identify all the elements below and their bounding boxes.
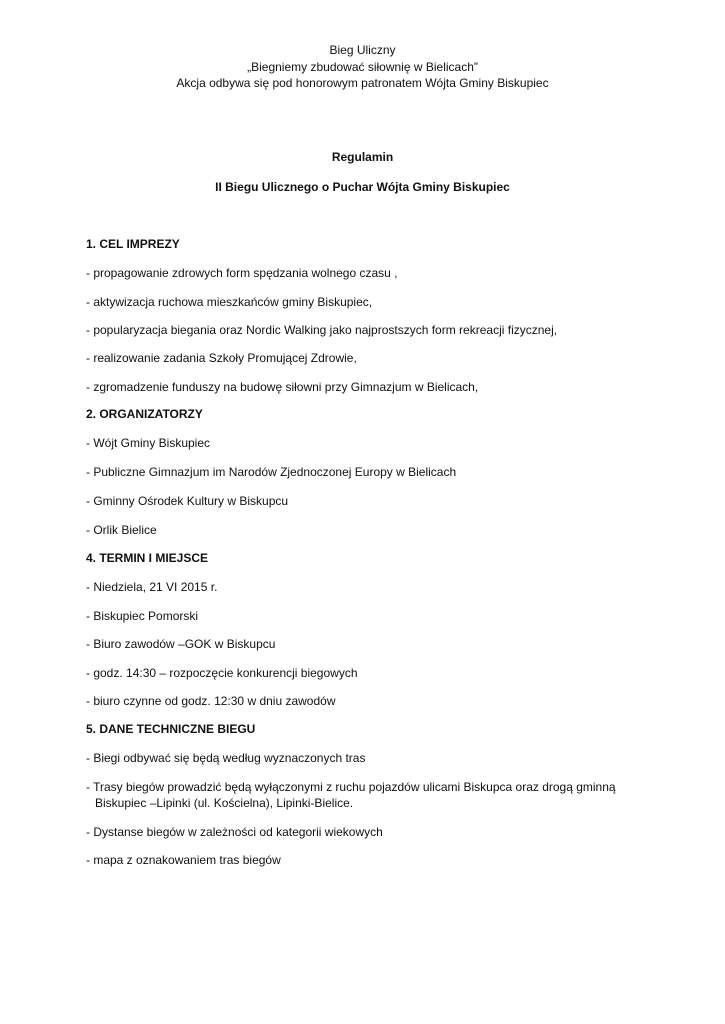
section-heading-dane: 5. DANE TECHNICZNE BIEGU [86,722,256,736]
list-item: - Wójt Gminy Biskupiec [86,436,211,450]
document-title: Regulamin [331,150,394,164]
list-item: - Biegi odbywać się będą według wyznaczonych tras [86,751,366,765]
list-item: - Gminny Ośrodek Kultury w Biskupcu [86,494,289,508]
list-item: - aktywizacja ruchowa mieszkańców gminy Biskupiec, [86,295,373,309]
list-item: - propagowanie zdrowych form spędzania wolnego czasu , [86,266,398,280]
list-item: - Biskupiec Pomorski [86,609,199,623]
list-item: - Orlik Bielice [86,523,157,537]
list-item: - mapa z oznakowaniem tras biegów [86,853,281,867]
list-item: - Niedziela, 21 VI 2015 r. [86,580,218,594]
header-line-2: „Biegniemy zbudować siłownię w Bielicach” [247,59,478,74]
list-item: - realizowanie zadania Szkoły Promującej Zdrowie, [86,351,357,365]
header-line-1: Bieg Uliczny [329,43,396,57]
header-line-3: Akcja odbywa się pod honorowym patronatem Wójta Gminy Biskupiec [176,76,549,90]
document-subtitle: II Biegu Ulicznego o Puchar Wójta Gminy Biskupiec [215,180,510,194]
list-item: - godz. 14:30 – rozpoczęcie konkurencji biegowych [86,666,358,680]
list-item: - Publiczne Gimnazjum im Narodów Zjednoczonej Europy w Bielicach [86,465,457,479]
section-heading-cel: 1. CEL IMPREZY [86,237,180,251]
list-item: - popularyzacja biegania oraz Nordic Walking jako najprostszych form rekreacji fizycznej, [86,323,558,337]
list-item: - zgromadzenie funduszy na budowę siłowni przy Gimnazjum w Bielicach, [86,380,479,394]
list-item: - Biuro zawodów –GOK w Biskupcu [86,637,276,651]
section-heading-termin: 4. TERMIN I MIEJSCE [86,551,209,565]
list-item: - biuro czynne od godz. 12:30 w dniu zawodów [86,694,336,708]
list-item-continuation: Biskupiec –Lipinki (ul. Kościelna), Lipinki-Bielice. [95,796,354,810]
list-item: - Dystanse biegów w zależności od kategorii wiekowych [86,825,383,839]
document-header [0,42,725,92]
section-heading-organizatorzy: 2. ORGANIZATORZY [86,407,203,421]
list-item: - Trasy biegów prowadzić będą wyłączonymi z ruchu pojazdów ulicami Biskupca oraz drogą gminną [86,780,616,794]
